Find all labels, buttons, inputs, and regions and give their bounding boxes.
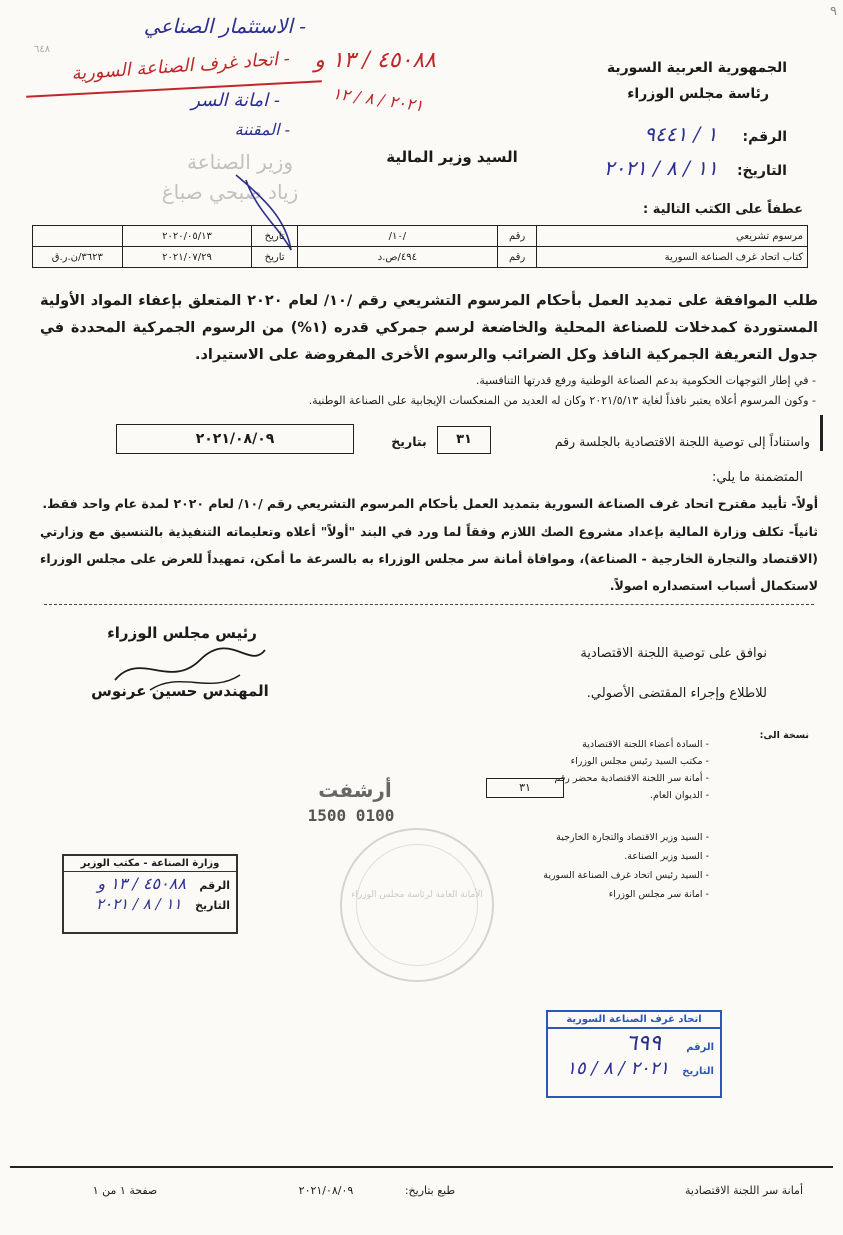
footer-page-count: صفحة ١ من ١: [92, 1184, 158, 1197]
ministry-stamp-ref-row: [64, 872, 236, 895]
chamber-stamp-date-row: [548, 1058, 720, 1079]
footer-rule: [10, 1166, 833, 1168]
intro-text: عطفاً على الكتب التالية :: [643, 202, 803, 217]
margin-mark: [820, 415, 823, 451]
table-cell-num: /١٠/: [297, 226, 497, 247]
ministry-stamp-ref-label: الرقم: [199, 879, 230, 892]
round-seal-inner-ring: [356, 844, 478, 966]
separator-line: [44, 604, 814, 605]
handwritten-note-1: - الاستثمار الصناعي: [143, 14, 306, 38]
ministry-stamp-date-label: التاريخ: [195, 899, 230, 912]
bullet-1: - في إطار التوجهات الحكومية بدعم الصناعة الوطنية ورفع قدرتها التنافسية.: [475, 374, 816, 387]
faded-minister-stamp-title: وزير الصناعة: [186, 150, 294, 174]
session-date-box: ٢٠٢١/٠٨/٠٩: [116, 424, 354, 454]
table-row: [33, 247, 808, 268]
approval-line-2: للاطلاع وإجراء المقتضى الأصولي.: [586, 686, 767, 701]
point-first: أولاً- تأييد مقترح اتحاد غرف الصناعة السورية بتمديد العمل بأحكام المرسوم التشريعي رقم /١٠/ لعام ٢٠٢٠ لمدة عام واحد فقط.: [42, 496, 818, 511]
copies-heading: نسخة الى:: [759, 730, 809, 741]
page-corner-number: ٩: [830, 4, 837, 19]
signature-title: رئيس مجلس الوزراء: [107, 624, 257, 642]
copies-list-group-2: [459, 828, 709, 904]
table-cell-type: مرسوم تشريعي: [537, 226, 808, 247]
ministry-stamp-date-row: [64, 895, 236, 913]
handwritten-red-date: ٢٠٢١ / ٨ / ١٢: [331, 83, 425, 116]
footer-print-date: ٢٠٢١/٠٨/٠٩: [298, 1184, 354, 1197]
bullet-2: - وكون المرسوم أعلاه يعتبر نافذاً لغاية ٢٠٢١/٥/١٣ وكان له العديد من المنعكسات الإيجابية على الصناعة الوطنية.: [308, 394, 816, 407]
list-item: - أمانة سر اللجنة الاقتصادية محضر رقم: [554, 773, 709, 784]
list-item: - السيد رئيس اتحاد غرف الصناعة السورية: [543, 870, 709, 881]
reference-value: ١ / ٩٤٤١: [644, 122, 718, 146]
chamber-stamp-date-value: ٢٠٢١ / ٨ / ١٥: [566, 1058, 670, 1079]
date-value: ١١ / ٨ / ٢٠٢١: [603, 156, 718, 180]
table-cell-date: ٢٠٢١/٠٧/٢٩: [122, 247, 252, 268]
chamber-stamp-ref-label: الرقم: [686, 1042, 714, 1053]
handwritten-red-number: ٤٥٠٨٨ / ١٣ و: [314, 48, 436, 73]
reference-label: الرقم:: [742, 129, 787, 145]
round-seal-text: الأمانة العامة لرئاسة مجلس الوزراء: [351, 890, 483, 900]
presidency-title: رئاسة مجلس الوزراء: [627, 86, 769, 102]
footer-department: أمانة سر اللجنة الاقتصادية: [684, 1184, 803, 1197]
minutes-number-box: ٣١: [486, 778, 564, 798]
republic-title: الجمهورية العربية السورية: [606, 60, 787, 76]
reference-number-row: [547, 122, 787, 148]
list-item: - السيد وزير الاقتصاد والتجارة الخارجية: [556, 832, 709, 843]
approval-line-1: نوافق على توصية اللجنة الاقتصادية: [580, 646, 767, 661]
table-cell-extra: [33, 226, 123, 247]
chamber-stamp-ref-row: [548, 1029, 720, 1058]
table-cell-date: ٢٠٢٠/٠٥/١٣: [122, 226, 252, 247]
ministry-stamp-date-value: ١١ / ٨ / ٢٠٢١: [95, 895, 182, 913]
signature-scribble: [110, 640, 270, 700]
ministry-office-stamp: [62, 854, 238, 934]
date-label: التاريخ:: [736, 163, 787, 179]
table-cell-num-label: رقم: [498, 226, 537, 247]
signature-name: المهندس حسين عرنوس: [91, 682, 269, 700]
list-item: - مكتب السيد رئيس مجلس الوزراء: [570, 756, 709, 767]
table-cell-extra: ٣٦٢٣/ن.ر.ق: [33, 247, 123, 268]
ministry-stamp-title: وزارة الصناعة - مكتب الوزير: [64, 856, 236, 872]
point-second: ثانياً- تكلف وزارة المالية بإعداد مشروع الصك اللازم وفقاً لما ورد في البند "أولاً" أعلاه وتعليماته التنفيذية بالتنسيق مع وزارتي (الاقتصاد والتجارة الخارجية - الصناعة)، وموافاة أمانة سر مجلس الوزراء به بالسرعة ما أمكن، تمهيداً للعرض على مجلس الوزراء لاستكمال أسباب استصداره اصولاً.: [40, 524, 818, 593]
session-date-label: بتاريخ: [391, 434, 427, 449]
includes-heading: المتضمنة ما يلي:: [711, 470, 803, 485]
handwritten-note-4: - المقننة: [234, 120, 290, 139]
session-number-box: ٣١: [437, 426, 491, 454]
reference-table: [32, 225, 808, 268]
list-item: - امانة سر مجلس الوزراء: [608, 889, 709, 900]
handwritten-note-3: - امانة السر: [191, 90, 280, 111]
round-seal: [340, 828, 494, 982]
archive-stamp-word: أرشفت: [318, 778, 392, 802]
list-item: - السادة أعضاء اللجنة الاقتصادية: [582, 739, 709, 750]
table-cell-num-label: رقم: [498, 247, 537, 268]
footer-print-label: طبع بتاريخ:: [404, 1184, 456, 1197]
list-item: - الديوان العام.: [649, 790, 709, 801]
chamber-stamp-title: اتحاد غرف الصناعة السورية: [548, 1012, 720, 1029]
addressee: السيد وزير المالية: [386, 148, 518, 166]
chamber-stamp-date-label: التاريخ: [682, 1066, 714, 1077]
chamber-stamp: [546, 1010, 722, 1098]
handwritten-small-number: ٦٤٨: [34, 44, 51, 55]
archive-stamp-code: 1500 0100: [307, 806, 395, 825]
table-cell-date-label: تاريخ: [252, 247, 297, 268]
chamber-stamp-ref-value: ٦٩٩: [625, 1031, 662, 1056]
table-cell-type: كتاب اتحاد غرف الصناعة السورية: [537, 247, 808, 268]
date-row: [547, 156, 787, 182]
table-row: [33, 226, 808, 247]
list-item: - السيد وزير الصناعة.: [624, 851, 709, 862]
table-cell-date-label: تاريخ: [252, 226, 297, 247]
session-reference-text: واستناداً إلى توصية اللجنة الاقتصادية بالجلسة رقم: [554, 434, 810, 449]
request-paragraph: طلب الموافقة على تمديد العمل بأحكام المرسوم التشريعي رقم /١٠/ لعام ٢٠٢٠ المتعلق بإعفاء المواد الأولية المستوردة كمدخلات للصناعة المحلية والخاضعة لرسم جمركي قدره (١%) من الرسوم الجمركية المحددة في جدول التعريفة الجمركية النافذ وكل الضرائب والرسوم الأخرى المفروضة على الاستيراد.: [40, 293, 819, 363]
handwritten-note-2: - اتحاد غرف الصناعة السورية: [70, 48, 291, 85]
table-cell-num: ٤٩٤/ص.د: [297, 247, 497, 268]
faded-minister-stamp-name: زياد صبحي صباغ: [161, 180, 299, 204]
ministry-stamp-ref-value: ٤٥٠٨٨ / ١٣ و: [97, 874, 186, 893]
